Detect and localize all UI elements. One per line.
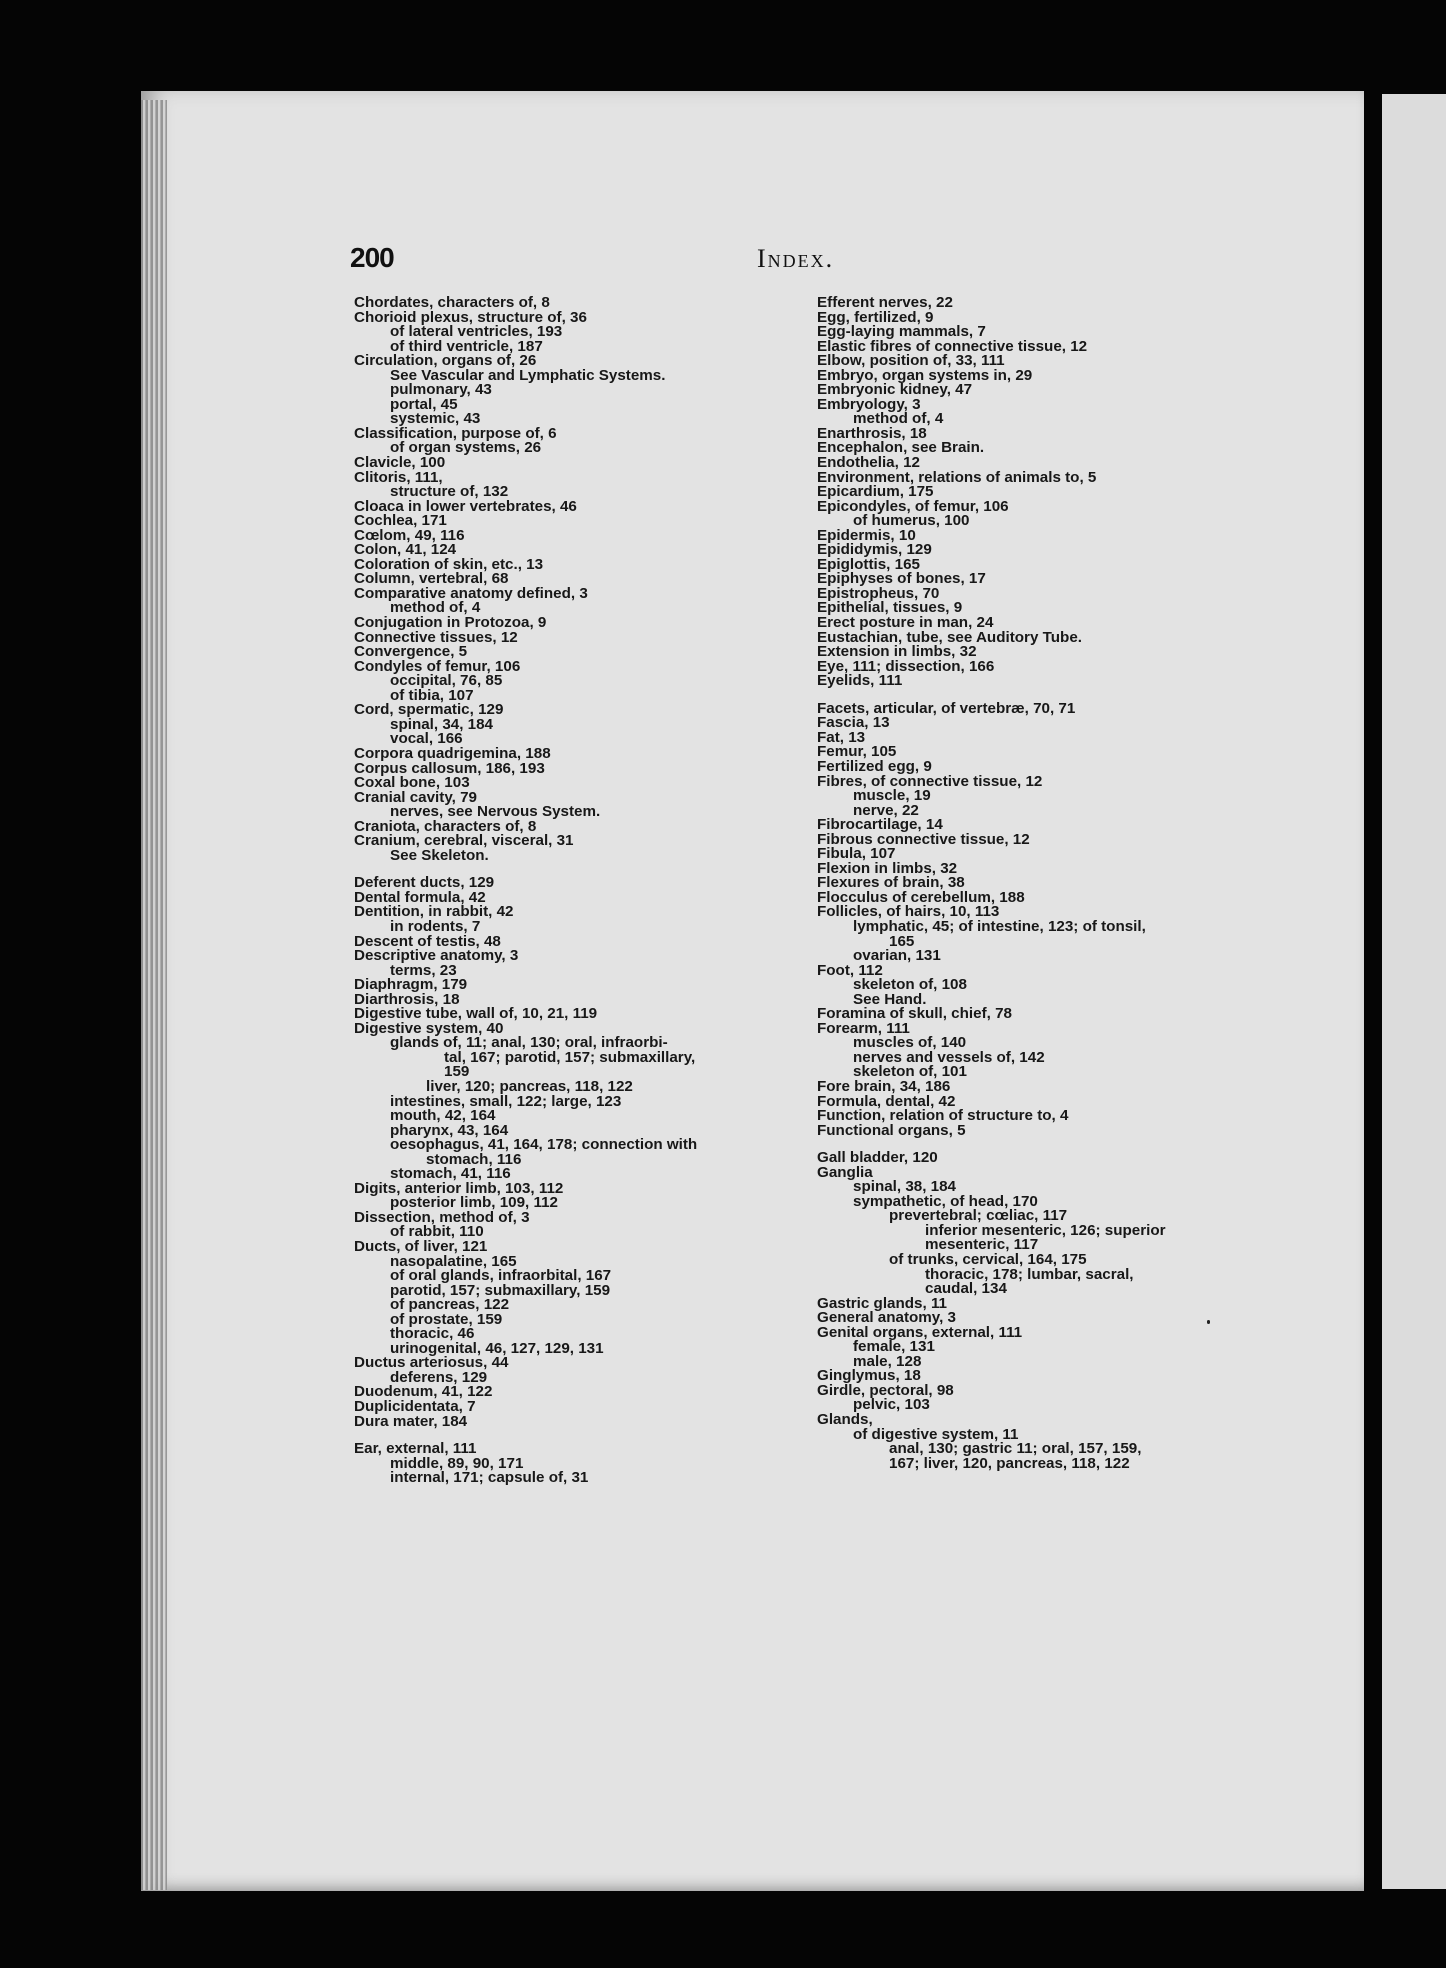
index-entry: Functional organs, 5 [817, 1121, 966, 1139]
index-subentry: in rodents, 7 [390, 917, 481, 935]
index-subentry: thoracic, 178; lumbar, sacral, [925, 1265, 1134, 1283]
index-subentry: nerve, 22 [853, 801, 919, 819]
index-entry: Function, relation of structure to, 4 [817, 1107, 1069, 1125]
page-number: 200 [350, 242, 394, 273]
index-subentry: portal, 45 [390, 395, 458, 413]
index-subentry: inferior mesenteric, 126; superior [925, 1221, 1166, 1239]
index-subentry: pulmonary, 43 [390, 381, 492, 399]
index-entry: Epididymis, 129 [817, 541, 932, 559]
index-entry: Epidermis, 10 [817, 526, 916, 544]
index-entry: Classification, purpose of, 6 [354, 424, 557, 442]
index-entry: Cœlom, 49, 116 [354, 526, 465, 544]
index-subentry: of rabbit, 110 [390, 1223, 484, 1241]
index-entry: Digestive tube, wall of, 10, 21, 119 [354, 1005, 598, 1023]
index-subentry: lymphatic, 45; of intestine, 123; of tonsil, [853, 917, 1146, 935]
index-entry: Clitoris, 111, [354, 468, 443, 486]
index-entry: Environment, relations of animals to, 5 [817, 468, 1097, 486]
index-entry: Circulation, organs of, 26 [354, 352, 537, 370]
index-column-left [354, 296, 784, 1486]
index-subentry: spinal, 38, 184 [853, 1178, 956, 1196]
index-entry: Connective tissues, 12 [354, 628, 518, 646]
index-subentry: internal, 171; capsule of, 31 [390, 1469, 589, 1487]
index-entry: Cord, spermatic, 129 [354, 701, 504, 719]
index-entry: Condyles of femur, 106 [354, 657, 521, 675]
index-subentry: oesophagus, 41, 164, 178; connection with [390, 1136, 698, 1154]
index-subentry: of pancreas, 122 [390, 1296, 510, 1314]
index-entry: Embryo, organ systems in, 29 [817, 366, 1033, 384]
index-entry: Epistropheus, 70 [817, 584, 940, 602]
index-subentry: of prostate, 159 [390, 1310, 503, 1328]
index-entry: Diarthrosis, 18 [354, 990, 460, 1008]
index-entry: Dentition, in rabbit, 42 [354, 903, 514, 921]
index-entry: Diaphragm, 179 [354, 976, 468, 994]
index-entry: Chordates, characters of, 8 [354, 294, 550, 311]
index-entry: General anatomy, 3 [817, 1309, 956, 1327]
index-entry: Eyelids, 111 [817, 672, 903, 690]
index-entry: Flexures of brain, 38 [817, 874, 965, 892]
index-entry: Encephalon, see Brain. [817, 439, 985, 457]
index-entry: Enarthrosis, 18 [817, 424, 927, 442]
index-entry: Dissection, method of, 3 [354, 1208, 530, 1226]
index-entry: Fat, 13 [817, 728, 866, 746]
index-entry: Coloration of skin, etc., 13 [354, 555, 544, 573]
page-stack-edges [141, 100, 167, 1890]
index-subentry: See Hand. [853, 990, 927, 1008]
index-column-right [817, 296, 1247, 1471]
index-subentry: posterior limb, 109, 112 [390, 1194, 558, 1212]
index-subentry: of humerus, 100 [853, 512, 970, 530]
running-head: Index. [757, 244, 835, 273]
index-subentry: skeleton of, 101 [853, 1063, 967, 1081]
index-entry: Egg-laying mammals, 7 [817, 323, 986, 341]
index-entry: Eustachian, tube, see Auditory Tube. [817, 628, 1082, 646]
index-entry: Duplicidentata, 7 [354, 1398, 476, 1416]
index-entry: Fertilized egg, 9 [817, 757, 932, 775]
index-subentry: sympathetic, of head, 170 [853, 1192, 1038, 1210]
index-subentry: terms, 23 [390, 961, 457, 979]
index-subentry: spinal, 34, 184 [390, 715, 493, 733]
index-subentry: mesenteric, 117 [925, 1236, 1039, 1254]
index-entry: Follicles, of hairs, 10, 113 [817, 903, 1000, 921]
index-subentry: male, 128 [853, 1352, 922, 1370]
index-subentry: See Skeleton. [390, 846, 489, 864]
index-entry: Elastic fibres of connective tissue, 12 [817, 337, 1088, 355]
index-entry: Fascia, 13 [817, 714, 890, 732]
index-entry: Corpus callosum, 186, 193 [354, 759, 545, 777]
index-subentry: nasopalatine, 165 [390, 1252, 517, 1270]
index-entry: Deferent ducts, 129 [354, 874, 495, 892]
index-entry: Ginglymus, 18 [817, 1367, 921, 1385]
index-entry: Epicondyles, of femur, 106 [817, 497, 1009, 515]
index-subentry: vocal, 166 [390, 730, 463, 748]
index-subentry: urinogenital, 46, 127, 129, 131 [390, 1339, 604, 1357]
index-entry: Coxal bone, 103 [354, 774, 470, 792]
index-subentry: liver, 120; pancreas, 118, 122 [426, 1077, 633, 1095]
index-entry: Fibula, 107 [817, 845, 896, 863]
index-entry: Fibres, of connective tissue, 12 [817, 772, 1043, 790]
index-subentry: of organ systems, 26 [390, 439, 542, 457]
index-subentry: anal, 130; gastric 11; oral, 157, 159, [889, 1440, 1142, 1458]
index-entry: Fibrocartilage, 14 [817, 816, 943, 834]
index-subentry: 165 [889, 932, 915, 950]
index-subentry: method of, 4 [853, 410, 944, 428]
index-subentry: muscles of, 140 [853, 1034, 967, 1052]
index-subentry: nerves, see Nervous System. [390, 803, 601, 821]
index-entry: Endothelia, 12 [817, 454, 920, 472]
index-entry: Elbow, position of, 33, 111 [817, 352, 1005, 370]
index-entry: Digestive system, 40 [354, 1019, 504, 1037]
index-entry: Epiglottis, 165 [817, 555, 920, 573]
index-subentry: mouth, 42, 164 [390, 1107, 496, 1125]
index-subentry: prevertebral; cœliac, 117 [889, 1207, 1068, 1225]
index-entry: Fore brain, 34, 186 [817, 1077, 951, 1095]
index-subentry: 167; liver, 120, pancreas, 118, 122 [889, 1454, 1130, 1472]
index-entry: Duodenum, 41, 122 [354, 1383, 493, 1401]
index-entry: Facets, articular, of vertebræ, 70, 71 [817, 699, 1076, 717]
index-entry: Ear, external, 111 [354, 1440, 477, 1458]
index-entry: Gastric glands, 11 [817, 1294, 947, 1312]
index-entry: Egg, fertilized, 9 [817, 308, 934, 326]
index-subentry: caudal, 134 [925, 1280, 1007, 1298]
index-subentry: stomach, 41, 116 [390, 1165, 511, 1183]
index-entry: Foramina of skull, chief, 78 [817, 1005, 1012, 1023]
index-subentry: parotid, 157; submaxillary, 159 [390, 1281, 611, 1299]
index-subentry: of digestive system, 11 [853, 1425, 1019, 1443]
index-entry: Genital organs, external, 111 [817, 1323, 1023, 1341]
index-subentry: nerves and vessels of, 142 [853, 1048, 1045, 1066]
index-subentry: tal, 167; parotid, 157; submaxillary, [444, 1048, 696, 1066]
index-entry: Ductus arteriosus, 44 [354, 1354, 509, 1372]
index-subentry: occipital, 76, 85 [390, 672, 503, 690]
index-entry: Cochlea, 171 [354, 512, 447, 530]
index-entry: Corpora quadrigemina, 188 [354, 744, 551, 762]
index-entry: Efferent nerves, 22 [817, 294, 953, 311]
index-subentry: thoracic, 46 [390, 1325, 475, 1343]
index-subentry: of lateral ventricles, 193 [390, 323, 563, 341]
index-subentry: muscle, 19 [853, 787, 931, 805]
index-entry: Erect posture in man, 24 [817, 614, 994, 632]
index-subentry: of third ventricle, 187 [390, 337, 543, 355]
index-subentry: See Vascular and Lymphatic Systems. [390, 366, 666, 384]
index-entry: Formula, dental, 42 [817, 1092, 956, 1110]
index-entry: Flexion in limbs, 32 [817, 859, 958, 877]
index-subentry: deferens, 129 [390, 1368, 488, 1386]
index-entry: Girdle, pectoral, 98 [817, 1381, 954, 1399]
index-entry: Digits, anterior limb, 103, 112 [354, 1179, 564, 1197]
index-entry: Dura mater, 184 [354, 1412, 468, 1430]
index-entry: Column, vertebral, 68 [354, 570, 509, 588]
index-subentry: intestines, small, 122; large, 123 [390, 1092, 622, 1110]
index-subentry: of trunks, cervical, 164, 175 [889, 1251, 1087, 1268]
index-subentry: female, 131 [853, 1338, 935, 1356]
index-entry: Femur, 105 [817, 743, 897, 761]
index-subentry: pelvic, 103 [853, 1396, 930, 1414]
index-subentry: pharynx, 43, 164 [390, 1121, 509, 1139]
index-entry: Convergence, 5 [354, 643, 468, 661]
index-subentry: stomach, 116 [426, 1150, 522, 1168]
index-entry: Gall bladder, 120 [817, 1149, 938, 1167]
index-subentry: of oral glands, infraorbital, 167 [390, 1267, 612, 1285]
index-subentry: 159 [444, 1063, 470, 1081]
index-entry: Extension in limbs, 32 [817, 643, 977, 661]
book-gutter [1364, 91, 1382, 1891]
index-subentry: skeleton of, 108 [853, 976, 967, 994]
index-entry: Flocculus of cerebellum, 188 [817, 888, 1025, 906]
facing-page-edge [1382, 94, 1446, 1889]
index-entry: Descriptive anatomy, 3 [354, 947, 519, 965]
index-entry: Cranial cavity, 79 [354, 788, 477, 806]
index-entry: Colon, 41, 124 [354, 541, 457, 559]
index-entry: Forearm, 111 [817, 1019, 910, 1037]
index-entry: Comparative anatomy defined, 3 [354, 584, 588, 602]
index-entry: Clavicle, 100 [354, 454, 446, 472]
index-entry: Cloaca in lower vertebrates, 46 [354, 497, 577, 515]
index-entry: Conjugation in Protozoa, 9 [354, 614, 547, 632]
index-entry: Dental formula, 42 [354, 888, 486, 906]
index-entry: Embryonic kidney, 47 [817, 381, 973, 399]
index-subentry: structure of, 132 [390, 483, 509, 501]
index-entry: Eye, 111; dissection, 166 [817, 657, 995, 675]
index-entry: Descent of testis, 48 [354, 932, 501, 950]
index-entry: Craniota, characters of, 8 [354, 817, 537, 835]
index-entry: Cranium, cerebral, visceral, 31 [354, 832, 574, 850]
page-header [350, 242, 1250, 282]
index-entry: Epicardium, 175 [817, 483, 934, 501]
index-entry: Embryology, 3 [817, 395, 921, 413]
index-entry: Ganglia [817, 1163, 873, 1181]
index-subentry: ovarian, 131 [853, 947, 941, 965]
index-entry: Ducts, of liver, 121 [354, 1238, 488, 1255]
index-entry: Chorioid plexus, structure of, 36 [354, 308, 587, 326]
index-entry: Epithelial, tissues, 9 [817, 599, 963, 617]
index-entry: Epiphyses of bones, 17 [817, 570, 986, 588]
index-subentry: method of, 4 [390, 599, 481, 617]
index-subentry: middle, 89, 90, 171 [390, 1454, 524, 1472]
index-subentry: of tibia, 107 [390, 686, 474, 704]
index-subentry: glands of, 11; anal, 130; oral, infraorbi- [390, 1034, 668, 1052]
index-subentry: systemic, 43 [390, 410, 481, 428]
index-entry: Fibrous connective tissue, 12 [817, 830, 1030, 848]
index-entry: Foot, 112 [817, 961, 883, 979]
index-entry: Glands, [817, 1411, 873, 1429]
